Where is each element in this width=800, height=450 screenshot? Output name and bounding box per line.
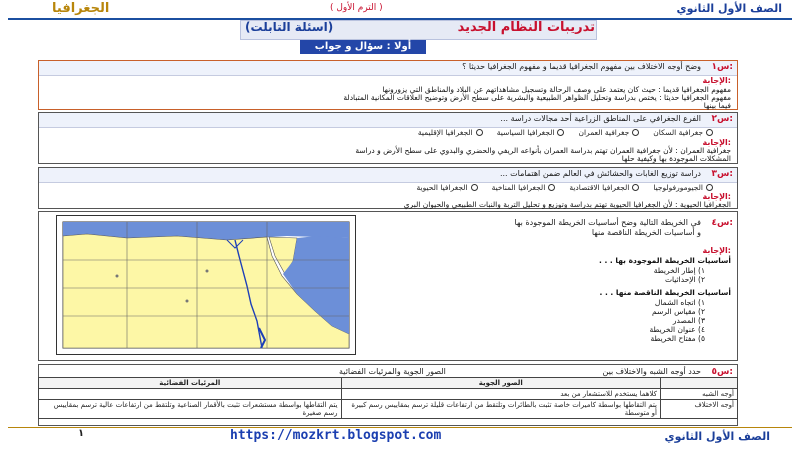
- options-row: [418, 128, 713, 137]
- map-drawing: [57, 216, 355, 354]
- answer-line: مفهوم الجغرافيا حديثا : يختص بدراسة وتحليل الظواهر الطبيعية والبشرية على سطح الأرض وتوضيح العلاقات المكانية المتبادلة: [343, 93, 731, 102]
- header-grade: الصف الأول الثانوي: [676, 2, 782, 15]
- present-title: أساسيات الخريطة الموجودة بها . . .: [599, 256, 731, 265]
- option[interactable]: الجغرافيا الحيوية: [417, 183, 478, 192]
- question-number: س٢:: [711, 114, 733, 124]
- answer-label: الإجابة:: [702, 138, 731, 147]
- option[interactable]: الجغرافيا الاقتصادية: [569, 183, 639, 192]
- table-header-row: [39, 378, 738, 389]
- answer-label: الإجابة:: [702, 246, 731, 255]
- list-item: ١) اتجاه الشمال: [654, 298, 705, 307]
- page-title: تدريبات النظام الجديد: [457, 20, 595, 35]
- page-subtitle: (اسئلة التابلت): [245, 20, 334, 34]
- question-1: [38, 60, 738, 110]
- answer-label: الإجابة:: [702, 76, 731, 85]
- question-text: و أساسيات الخريطة الناقصة منها: [591, 228, 701, 237]
- option[interactable]: الجغرافيا المناخية: [492, 183, 556, 192]
- table-cell: كلاهما يستخدم للاستشعار من بعد: [341, 389, 660, 400]
- radio-icon: [706, 129, 713, 136]
- option[interactable]: الجغرافيا الإقليمية: [418, 128, 483, 137]
- radio-icon: [476, 129, 483, 136]
- footer-link[interactable]: https://mozkrt.blogspot.com: [230, 428, 442, 443]
- option[interactable]: جغرافية السكان: [653, 128, 713, 137]
- question-text: وضح أوجه الاختلاف بين مفهوم الجغرافيا قديما و مفهوم الجغرافيا حديثا ؟: [462, 62, 701, 71]
- page-number: ١: [78, 428, 85, 439]
- radio-icon: [632, 129, 639, 136]
- header-subject: الجغرافيا: [52, 1, 110, 16]
- question-text: دراسة توزيع الغابات والحشائش في العالم ضمن اهتمامات ...: [499, 169, 701, 178]
- footer-grade: الصف الأول الثانوي: [664, 430, 770, 443]
- answer-line: المشكلات الموجودة بها وكيفية حلها: [621, 154, 731, 163]
- radio-icon: [706, 184, 713, 191]
- question-number: س٥:: [711, 367, 733, 377]
- question-2: [38, 112, 738, 164]
- answer-line: جغرافية العمران : لأن جغرافية العمران تهتم بدراسة العمران بأنواعه الريفي والحضري والبدوي على سطح الأرض و دراسة: [355, 146, 731, 155]
- list-item: ٢) مقياس الرسم: [651, 307, 705, 316]
- question-text: في الخريطة التالية وضح أساسيات الخريطة الموجودة بها: [514, 218, 701, 227]
- question-text: الصور الجوية والمرئيات الفضائية: [339, 367, 446, 376]
- missing-title: أساسيات الخريطة الناقصة منها . . .: [599, 288, 731, 297]
- list-item: ١) إطار الخريطة: [653, 266, 705, 275]
- question-number: س٤:: [711, 218, 733, 228]
- list-item: ٣) المصدر: [672, 316, 705, 325]
- header-term: ( الترم الأول ): [330, 3, 383, 13]
- answer-line: الجغرافيا الحيوية : لأن الجغرافيا الحيوية تهتم بدراسة وتوزيع و تحليل التربة والنبات الطبيعي والحيوان البري: [403, 200, 731, 209]
- list-item: ٥) مفتاح الخريطة: [650, 334, 705, 343]
- option[interactable]: الجغرافيا السياسية: [497, 128, 565, 137]
- answer-line: مفهوم الجغرافيا قديما : حيث كان يعتمد على وصف الرحالة وتسجيل مشاهداتهم عن البلاد والمناطق التي يزورونها: [382, 85, 731, 94]
- option[interactable]: جغرافية العمران: [578, 128, 639, 137]
- egypt-map: [56, 215, 356, 355]
- section-heading: أولا : سؤال و جواب: [300, 40, 426, 54]
- table-header: الصور الجوية: [341, 378, 660, 389]
- list-item: ٢) الإحداثيات: [664, 275, 705, 284]
- table-row: [39, 400, 738, 419]
- radio-icon: [471, 184, 478, 191]
- table-cell: أوجه الشبه: [661, 389, 738, 400]
- comparison-table: [38, 377, 738, 419]
- radio-icon: [548, 184, 555, 191]
- table-cell: يتم التقاطها بواسطة كاميرات خاصة تثبت بالطائرات وتلتقط من ارتفاعات قليلة ترسم بمقاييس رسم كبيرة أو متوسطة: [341, 400, 660, 419]
- options-row: [417, 183, 713, 192]
- table-cell: يتم التقاطها بواسطة مستشعرات تثبت بالأقمار الصناعية وتلتقط من ارتفاعات عالية ترسم بمقاييس رسم صغيرة: [39, 400, 342, 419]
- answer-label: الإجابة:: [702, 192, 731, 201]
- question-text: الفرع الجغرافي على المناطق الزراعية أحد مجالات دراسة ...: [500, 114, 701, 123]
- list-item: ٤) عنوان الخريطة: [649, 325, 705, 334]
- radio-icon: [632, 184, 639, 191]
- question-number: س٣:: [711, 169, 733, 179]
- question-text: حدد أوجه الشبه والاختلاف بين: [602, 367, 701, 376]
- option[interactable]: الجيومورفولوجيا: [653, 183, 713, 192]
- table-cell: [39, 389, 342, 400]
- radio-icon: [557, 129, 564, 136]
- question-3: [38, 167, 738, 209]
- table-cell: أوجه الاختلاف: [661, 400, 738, 419]
- table-row: [39, 389, 738, 400]
- answer-line: فيما بينها: [703, 101, 731, 110]
- table-header: المرئيات الفضائية: [39, 378, 342, 389]
- question-number: س١:: [711, 62, 733, 72]
